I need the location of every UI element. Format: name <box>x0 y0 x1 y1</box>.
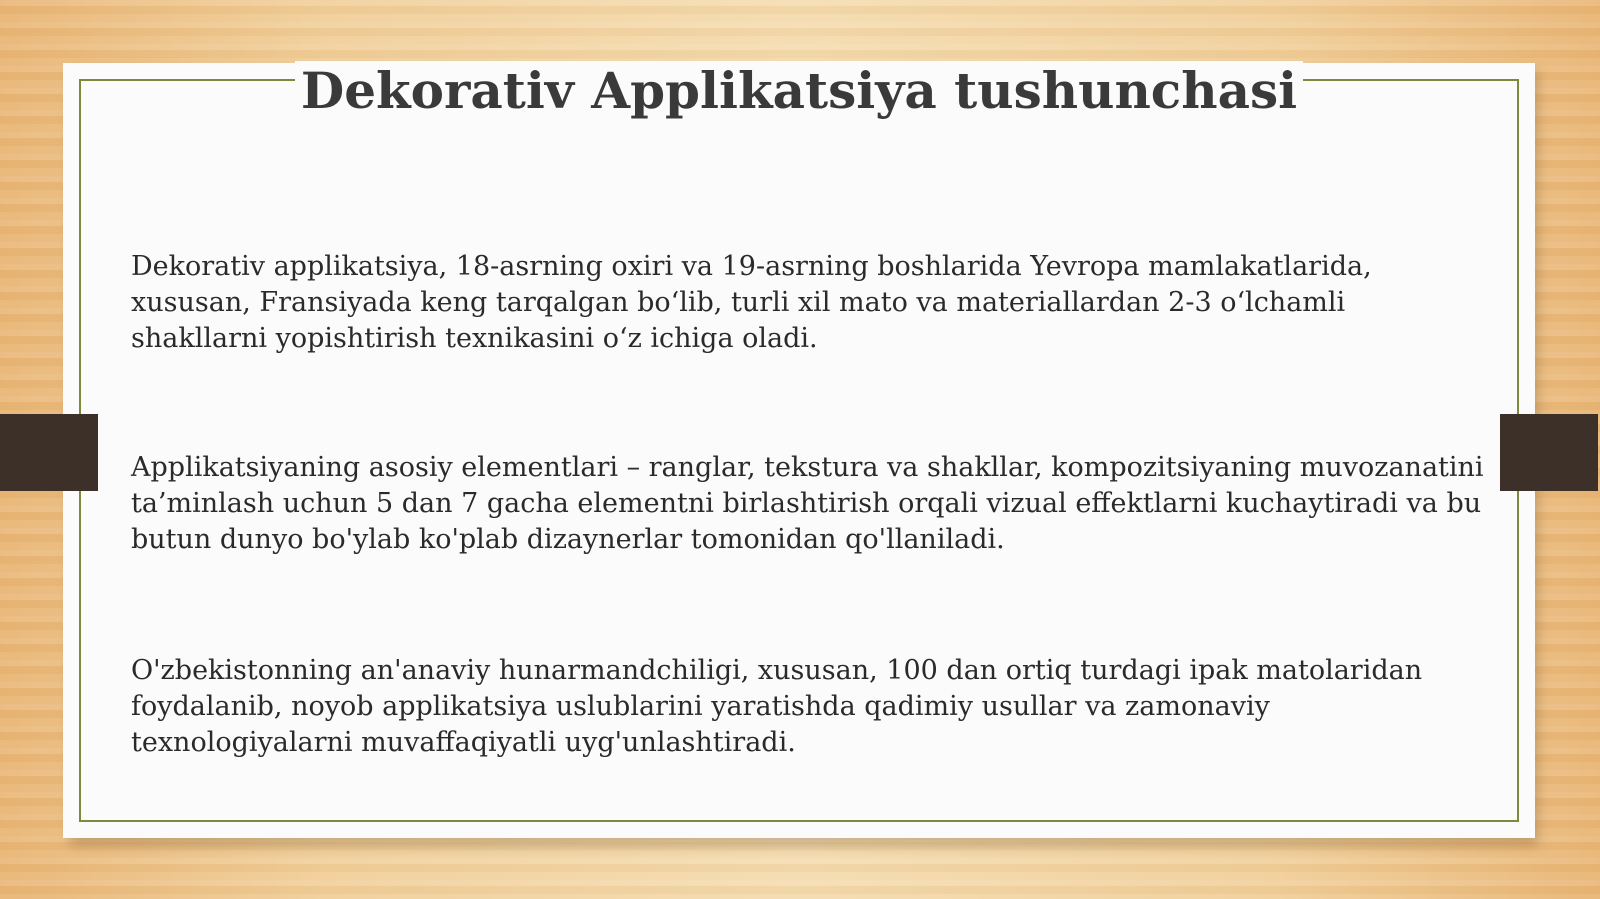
paragraph-3: O'zbekistonning an'anaviy hunarmandchiligi, xususan, 100 dan ortiq turdagi ipak matolaridan foydalanib, noyob applikatsiya uslublarini yaratishda qadimiy usullar va zamonaviy texnologiyalarni muvaffaqiyatli uyg'unlashtiradi. <box>131 655 1423 758</box>
slide-title-text: Dekorativ Applikatsiya tushunchasi <box>295 61 1303 120</box>
right-decorative-tab <box>1500 414 1598 491</box>
paragraph-1: Dekorativ applikatsiya, 18-asrning oxiri va 19-asrning boshlarida Yevropa mamlakatlarida, xususan, Fransiyada keng tarqalgan boʻlib, turli xil mato va materiallardan 2-3 oʻlchamli shakllarni yopishtirish texnikasini oʻz ichiga oladi. <box>131 251 1372 354</box>
paragraph-2: Applikatsiyaning asosiy elementlari – ranglar, tekstura va shakllar, kompozitsiyaning muvozanatini ta’minlash uchun 5 dan 7 gacha elementni birlashtirish orqali vizual effektlarni kuchaytiradi va bu butun dunyo bo'ylab ko'plab dizaynerlar tomonidan qo'llaniladi. <box>131 452 1484 555</box>
slide-title <box>63 63 1535 119</box>
slide-card <box>63 63 1535 838</box>
left-decorative-tab <box>0 414 98 491</box>
